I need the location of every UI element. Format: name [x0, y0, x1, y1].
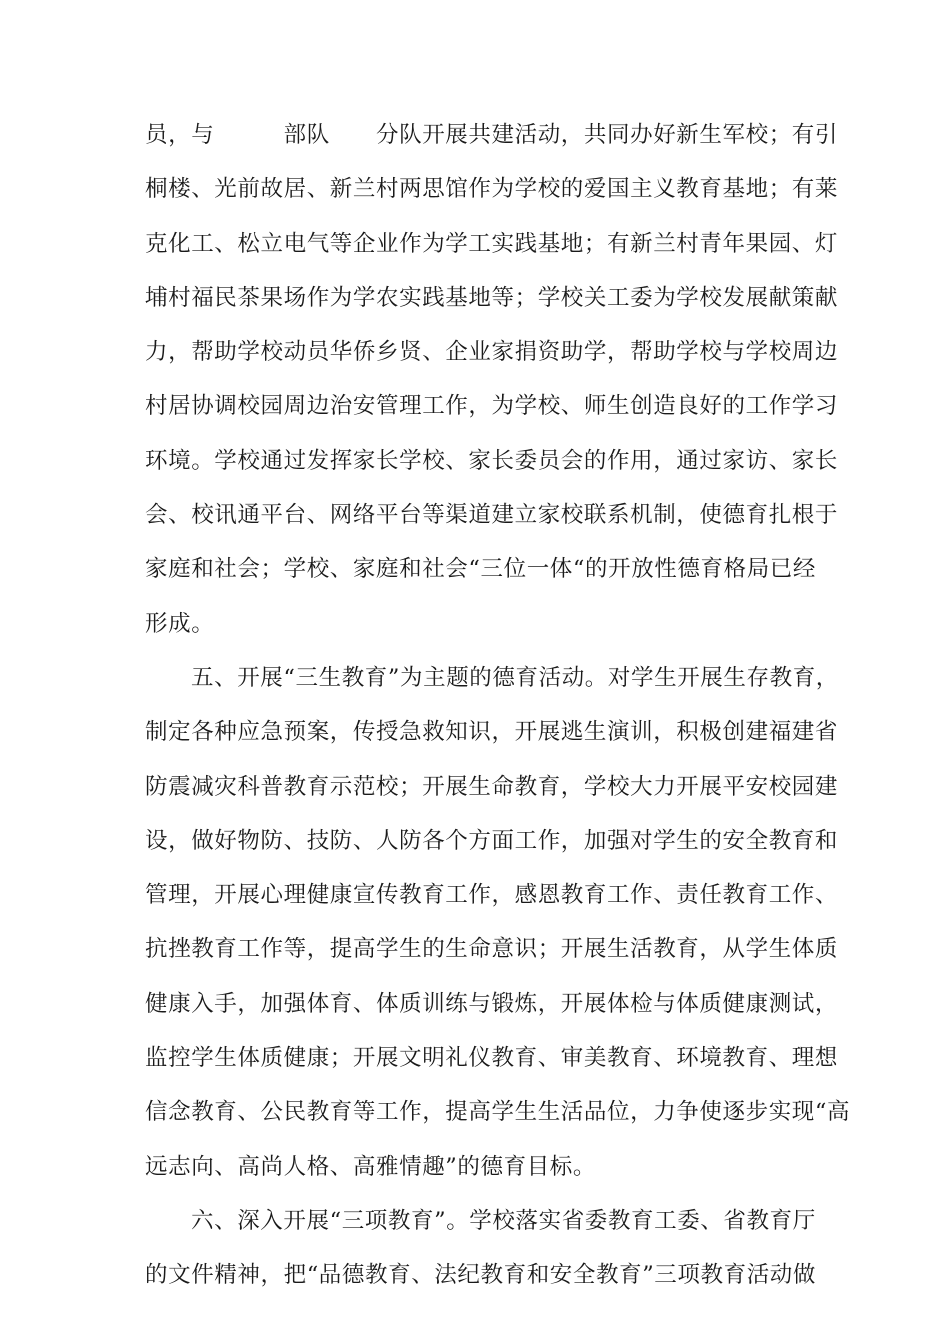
text-line: 形成。 [145, 610, 215, 637]
paragraph-three-life-education [145, 651, 851, 1194]
paragraph-three-item-education [145, 1194, 817, 1303]
text-line: 六、深入开展“三项教育”。学校落实省委教育工委、省教育厅 [191, 1207, 816, 1234]
text-line: 防震减灾科普教育示范校；开展生命教育，学校大力开展平安校园建 [145, 773, 839, 800]
text-line: 环境。学校通过发挥家长学校、家长委员会的作用，通过家访、家长 [145, 447, 839, 474]
text-line: 健康入手，加强体育、体质训练与锻炼，开展体检与体质健康测试， [145, 990, 839, 1017]
text-line: 设，做好物防、技防、人防各个方面工作，加强对学生的安全教育和 [145, 827, 839, 854]
text-line: 埔村福民茶果场作为学农实践基地等；学校关工委为学校发展献策献 [145, 284, 839, 311]
text-line: 员，与 部队 分队开展共建活动，共同办好新生军校；有引 [145, 122, 839, 148]
text-line: 管理，开展心理健康宣传教育工作，感恩教育工作、责任教育工作、 [145, 882, 839, 909]
document-body [145, 108, 851, 1303]
text-line: 抗挫教育工作等，提高学生的生命意识；开展生活教育，从学生体质 [145, 936, 839, 963]
text-line: 桐楼、光前故居、新兰村两思馆作为学校的爱国主义教育基地；有莱 [145, 176, 839, 203]
paragraph-community [145, 108, 839, 651]
text-line: 会、校讯通平台、网络平台等渠道建立家校联系机制，使德育扎根于 [145, 502, 839, 529]
text-line: 五、开展“三生教育”为主题的德育活动。对学生开展生存教育， [191, 664, 839, 691]
text-line: 监控学生体质健康；开展文明礼仪教育、审美教育、环境教育、理想 [145, 1045, 839, 1072]
text-line: 远志向、高尚人格、高雅情趣”的德育目标。 [145, 1153, 597, 1180]
text-line: 信念教育、公民教育等工作，提高学生生活品位，力争使逐步实现“高 [145, 1099, 851, 1126]
text-line: 村居协调校园周边治安管理工作，为学校、师生创造良好的工作学习 [145, 393, 839, 420]
text-line: 制定各种应急预案，传授急救知识，开展逃生演训，积极创建福建省 [145, 719, 839, 746]
text-line: 克化工、松立电气等企业作为学工实践基地；有新兰村青年果园、灯 [145, 230, 839, 257]
text-line: 家庭和社会；学校、家庭和社会“三位一体“的开放性德育格局已经 [145, 556, 817, 583]
text-line: 力，帮助学校动员华侨乡贤、企业家捐资助学，帮助学校与学校周边 [145, 339, 839, 366]
text-line: 的文件精神，把“品德教育、法纪教育和安全教育”三项教育活动做 [145, 1262, 817, 1289]
